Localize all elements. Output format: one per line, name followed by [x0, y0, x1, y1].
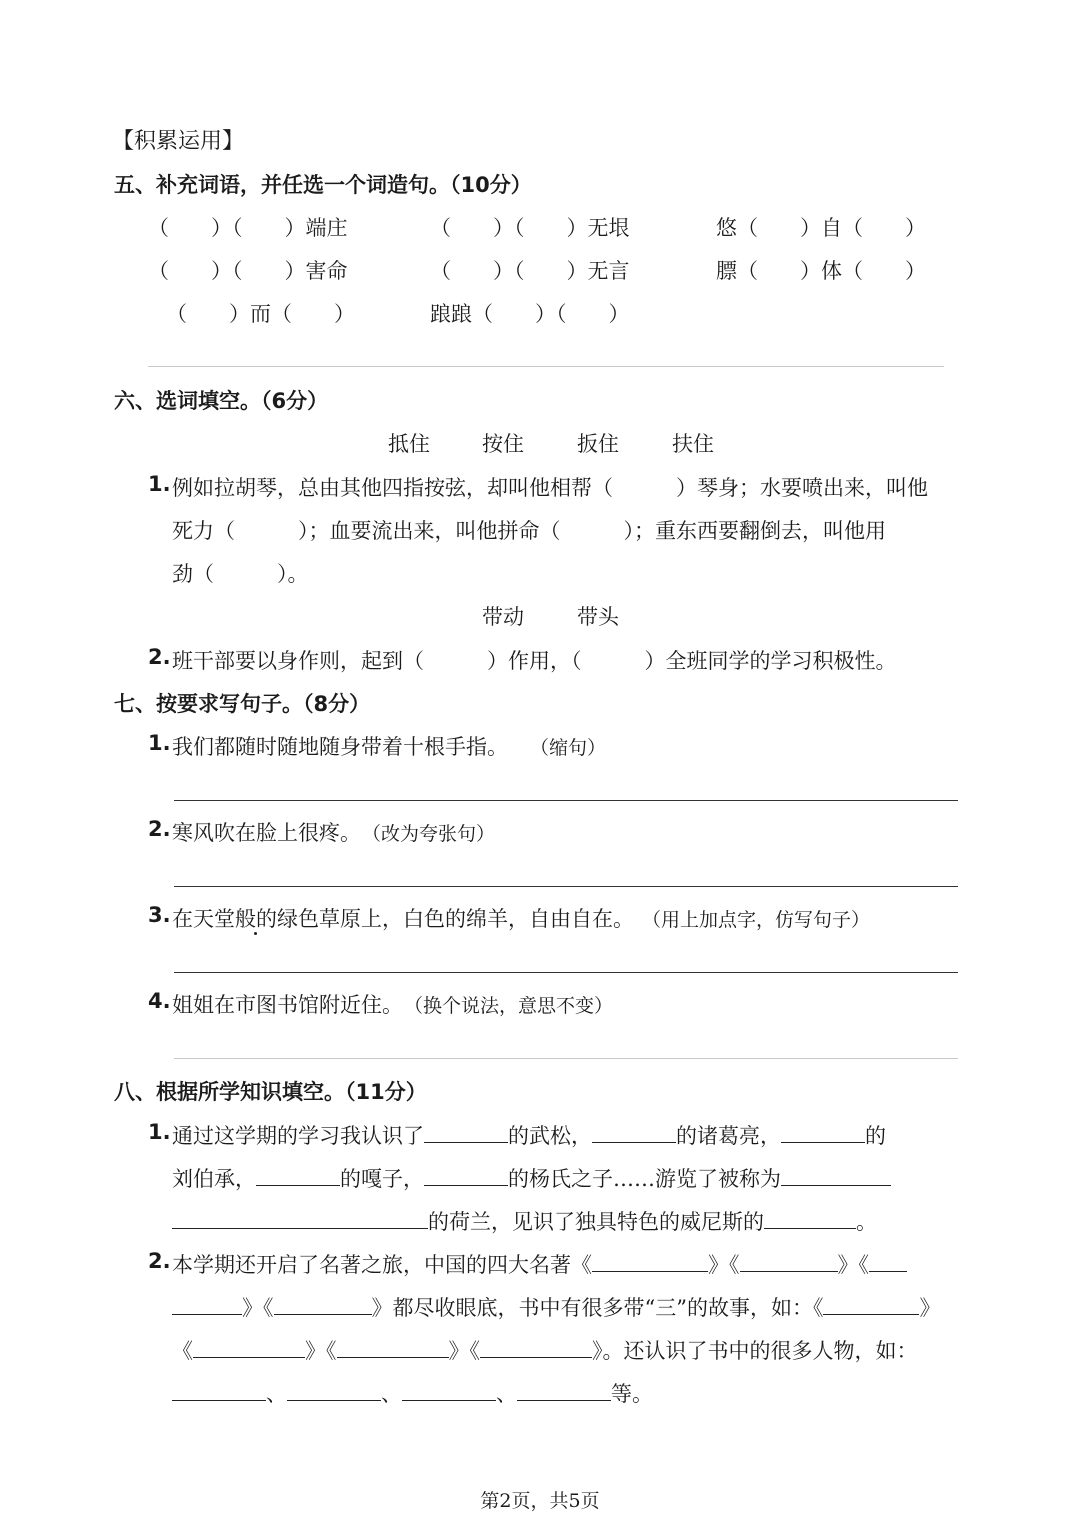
section-tag: 【积累运用】: [112, 129, 245, 154]
q8-title: 八、根据所学知识填空。（11分）: [114, 1080, 427, 1104]
q8-item1-line3: 的荷兰，见识了独具特色的威尼斯的 。: [172, 1206, 877, 1236]
fill-blank[interactable]: [172, 1382, 266, 1401]
q7-item4-note: （换个说法，意思不变）: [404, 995, 614, 1017]
q7-item1-text: 我们都随时随地随身带着十根手指。: [172, 735, 508, 759]
q5-word-5: （ ）（ ）无言: [430, 259, 630, 283]
q7-item3-text: 在天堂般的绿色草原上，白色的绵羊，自由自在。: [172, 907, 634, 931]
q6-item2-number: 2.: [148, 645, 171, 669]
q5-title: 五、补充词语，并任选一个词造句。（10分）: [114, 173, 532, 197]
q6-word-option: 按住: [482, 432, 524, 456]
q8-item1-line2: 刘伯承， 的嘎子， 的杨氏之子……游览了被称为: [172, 1163, 891, 1193]
q7-title: 七、按要求写句子。（8分）: [114, 692, 371, 716]
q6-item1-line2: 死力（ ）；血要流出来，叫他拼命（ ）；重东西要翻倒去，叫他用: [172, 519, 886, 543]
q7-item2-answer-line[interactable]: [174, 886, 958, 887]
q7-item3-answer-line[interactable]: [174, 972, 958, 973]
fill-blank[interactable]: [424, 1124, 508, 1143]
page-number: 第2页，共5页: [480, 1490, 600, 1512]
fill-blank[interactable]: [592, 1124, 676, 1143]
q7-item4-text: 姐姐在市图书馆附近住。: [172, 993, 403, 1017]
q6-item1-line1: 例如拉胡琴，总由其他四指按弦，却叫他相帮（ ）琴身；水要喷出来，叫他: [172, 476, 928, 500]
fill-blank[interactable]: [480, 1339, 592, 1358]
q5-word-8: 踉踉（ ）（ ）: [430, 302, 630, 326]
q8-item1-number: 1.: [148, 1120, 171, 1144]
q5-word-3: 悠（ ）自（ ）: [716, 216, 926, 240]
q7-item1-answer-line[interactable]: [174, 800, 958, 801]
q7-item2-number: 2.: [148, 817, 171, 841]
q6-item1-number: 1.: [148, 472, 171, 496]
q7-item3-number: 3.: [148, 903, 171, 927]
q6-word-option: 抵住: [388, 432, 430, 456]
q5-word-4: （ ）（ ）害命: [148, 259, 348, 283]
q8-item2-line3: 《 》《 》《 》。还认识了书中的很多人物，如：: [172, 1339, 918, 1363]
fill-blank[interactable]: [823, 1296, 919, 1315]
fill-blank[interactable]: [740, 1253, 838, 1272]
q8-item2-number: 2.: [148, 1249, 171, 1273]
fill-blank[interactable]: [424, 1167, 508, 1186]
fill-blank[interactable]: [172, 1210, 428, 1229]
q7-item2-text: 寒风吹在脸上很疼。: [172, 821, 361, 845]
q5-word-1: （ ）（ ）端庄: [148, 216, 348, 240]
q6-word-option: 扶住: [672, 432, 714, 456]
q5-word-2: （ ）（ ）无垠: [430, 216, 630, 240]
fill-blank[interactable]: [256, 1167, 340, 1186]
emphasis-dot: [254, 932, 257, 935]
fill-blank[interactable]: [781, 1124, 865, 1143]
fill-blank[interactable]: [402, 1382, 496, 1401]
fill-blank[interactable]: [781, 1167, 891, 1186]
q6-word-option: 带动: [482, 605, 524, 629]
fill-blank[interactable]: [337, 1339, 449, 1358]
fill-blank[interactable]: [592, 1253, 708, 1272]
q6-title: 六、选词填空。（6分）: [114, 389, 329, 413]
q7-item2-note: （改为夸张句）: [362, 823, 496, 845]
q6-item1-line3: 劲（ ）。: [172, 562, 309, 586]
q6-item2-text: 班干部要以身作则，起到（ ）作用，（ ）全班同学的学习积极性。: [172, 649, 897, 673]
q8-item1-line1: 通过这学期的学习我认识了 的武松， 的诸葛亮， 的: [172, 1124, 886, 1148]
fill-blank[interactable]: [764, 1210, 856, 1229]
q5-word-7: （ ）而（ ）: [166, 302, 355, 326]
q7-item1-note: （缩句）: [530, 737, 607, 759]
q8-item2-line4: 、 、 、 等。: [172, 1378, 653, 1408]
fill-blank[interactable]: [193, 1339, 305, 1358]
q6-word-option: 扳住: [577, 432, 619, 456]
q7-item4-number: 4.: [148, 989, 171, 1013]
fill-blank[interactable]: [287, 1382, 381, 1401]
q7-item4-answer-line[interactable]: [174, 1058, 958, 1059]
fill-blank[interactable]: [274, 1296, 372, 1315]
q8-item2-line1: 本学期还开启了名著之旅，中国的四大名著《 》《 》《: [172, 1249, 907, 1279]
q5-answer-line[interactable]: [148, 366, 944, 367]
q5-word-6: 膘（ ）体（ ）: [716, 259, 926, 283]
fill-blank[interactable]: [869, 1253, 907, 1272]
q7-item1-number: 1.: [148, 731, 171, 755]
q8-item2-line2: 》《 》都尽收眼底，书中有很多带“三”的故事，如：《 》: [172, 1292, 940, 1322]
q6-word-option: 带头: [577, 605, 619, 629]
fill-blank[interactable]: [172, 1296, 242, 1315]
q7-item3-note: （用上加点字，仿写句子）: [642, 909, 871, 931]
fill-blank[interactable]: [517, 1382, 611, 1401]
